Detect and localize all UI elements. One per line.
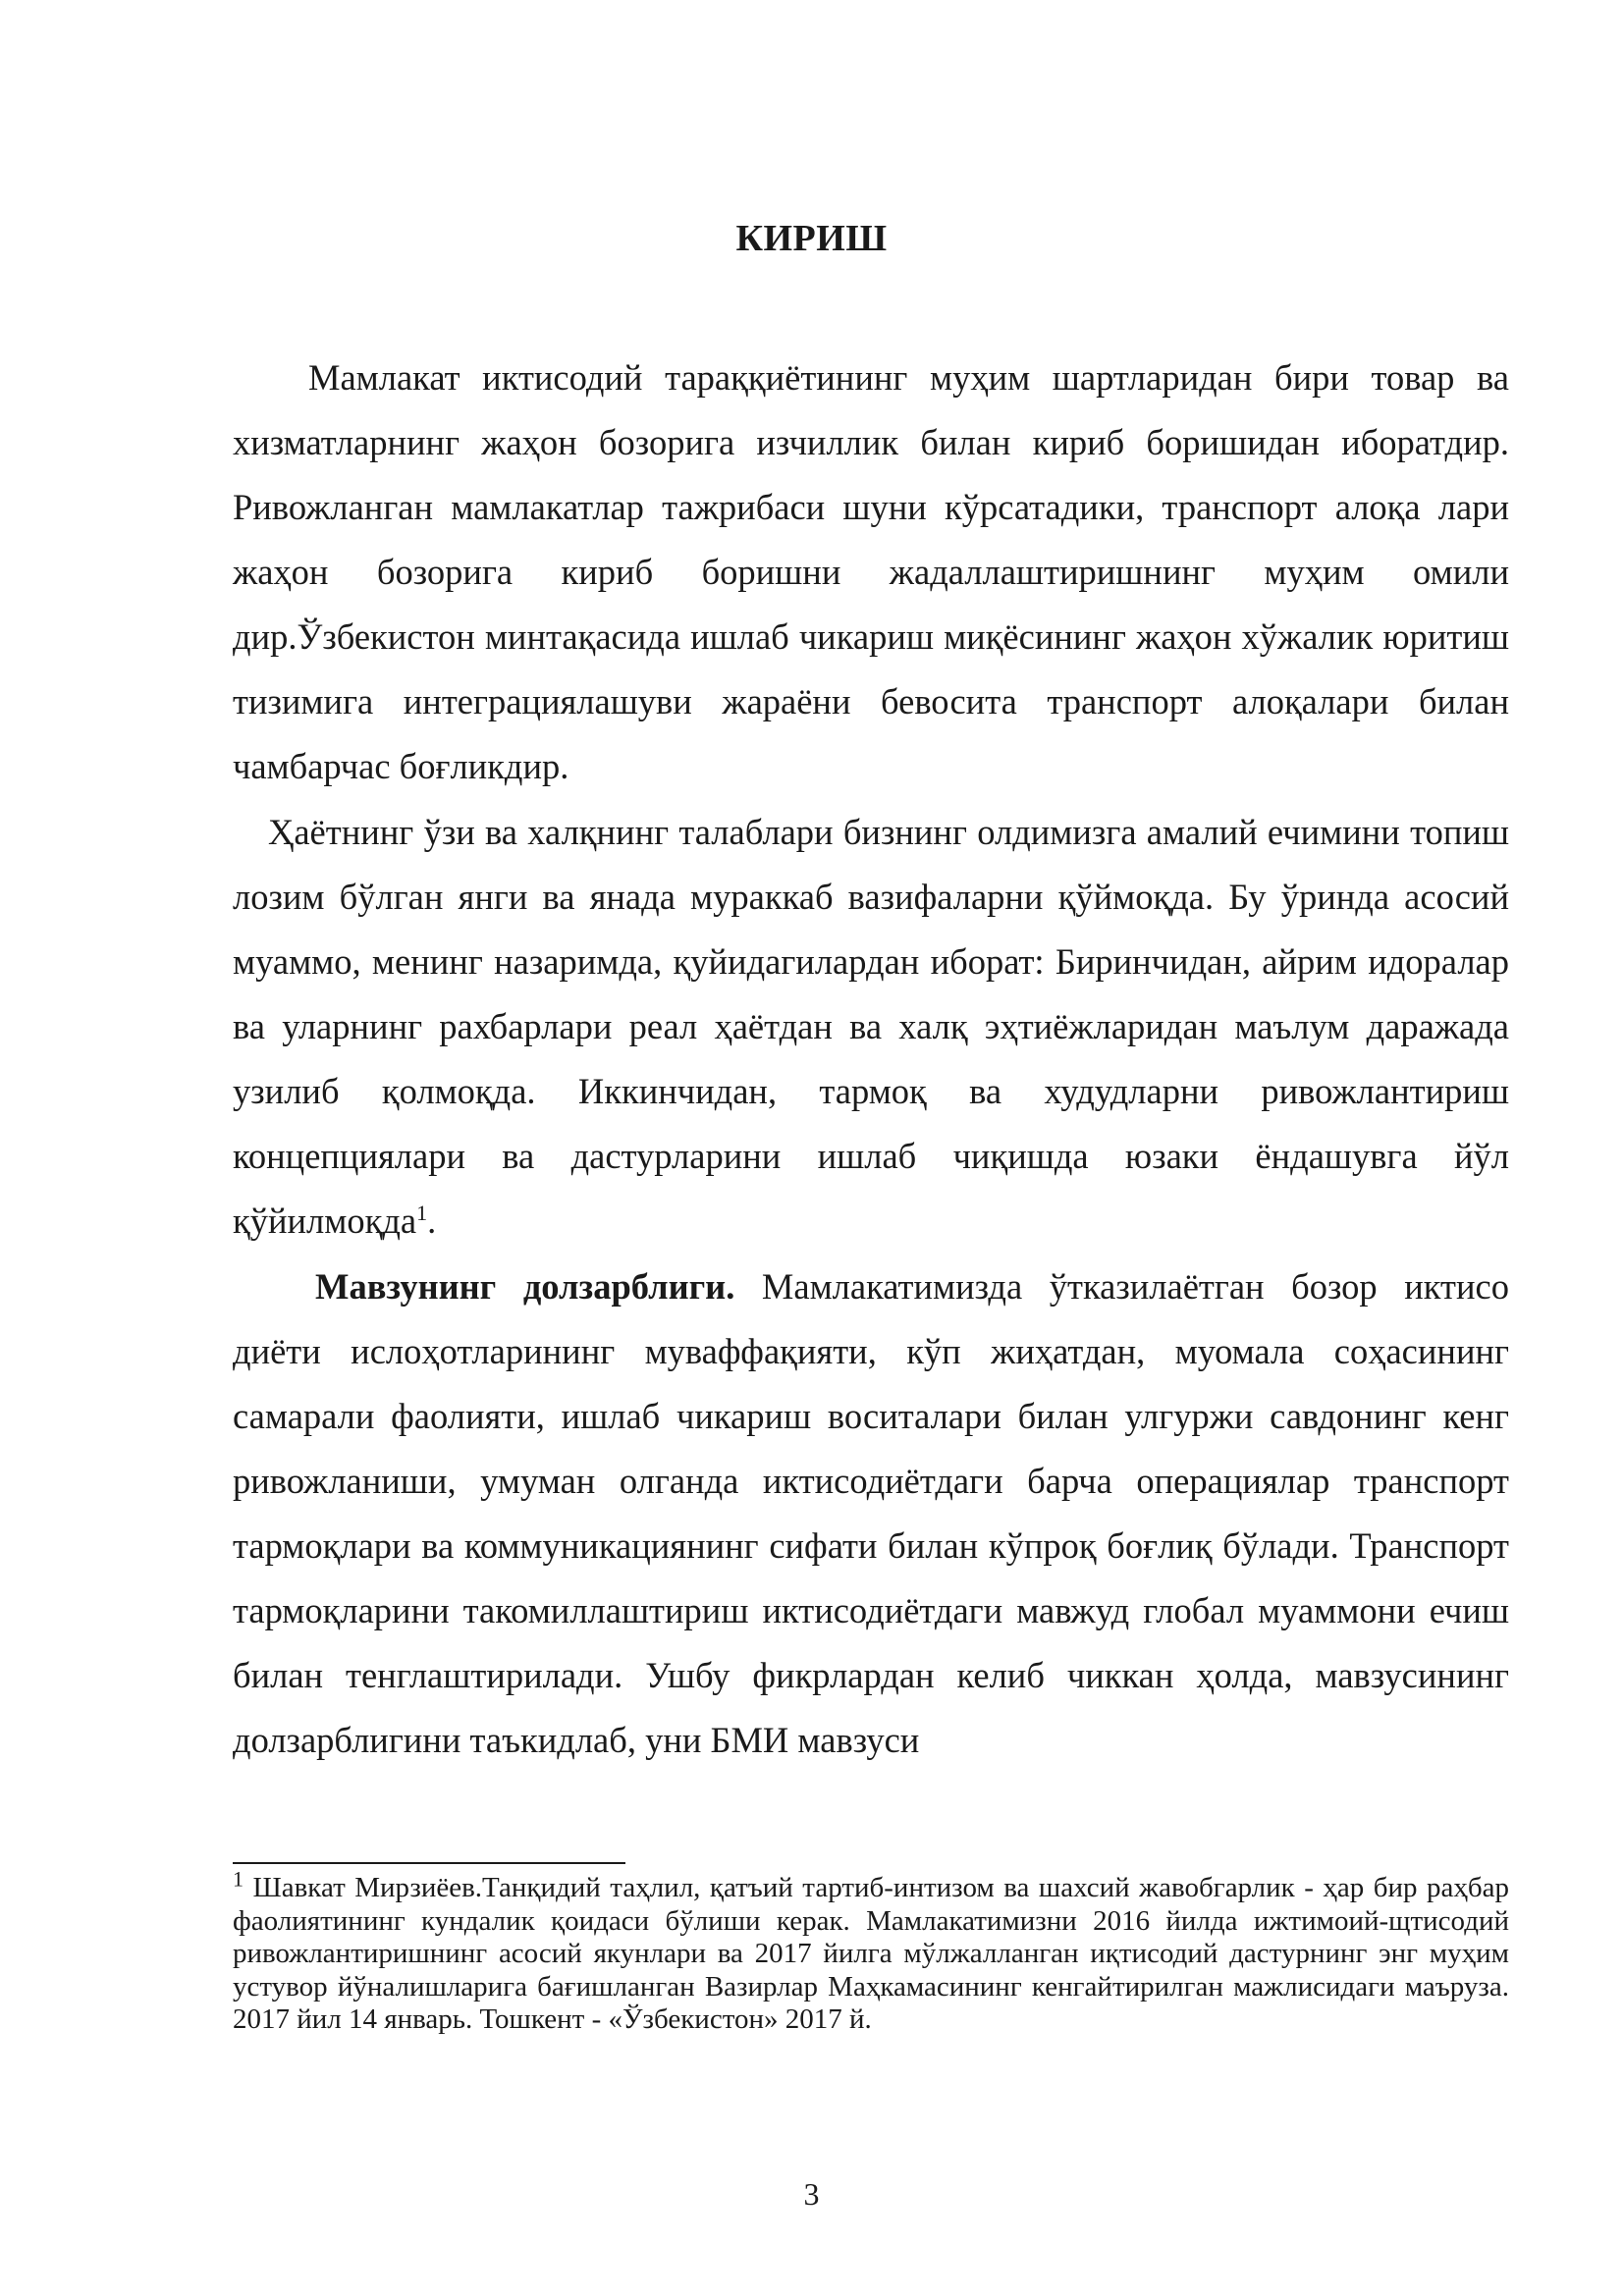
page-number: 3 xyxy=(803,2176,820,2212)
paragraph-1-text: Мамлакат иктисодий тараққиётининг муҳим шартларидан бири товар ва хизматларнинг жаҳон бозорига изчиллик билан кириб боришидан иборатдир. Ривожланган мамлакатлар тажрибаси шуни кўрсатадики, транспорт алоқа лари жаҳон бозорига кириб боришни жадаллаштиришнинг муҳим омили дир.Ўзбекистон минтақасида ишлаб чикариш миқёсининг жаҳон хўжалик юритиш тизимига интеграциялашуви жараёни бевосита транспорт алоқалари билан чамбарчас боғликдир. xyxy=(233,357,1509,786)
footnote-number: 1 xyxy=(233,1866,243,1892)
paragraph-3-text xyxy=(233,1255,1509,1773)
paragraph-3 xyxy=(233,1255,1509,1773)
footnote-separator xyxy=(233,1862,625,1864)
paragraph-2-end: . xyxy=(427,1201,437,1241)
paragraph-2-text xyxy=(233,800,1509,1254)
paragraph-3-body: Мамлакатимизда ўтказилаётган бозор иктисо диёти ислоҳотларининг муваффақияти, кўп жиҳатдан, муомала соҳасининг самарали фаолияти, ишлаб чикариш воситалари билан улгуржи савдонинг кенг ривожланиши, умуман олганда иктисодиётдаги барча операциялар транспорт тармоқлари ва коммуникациянинг сифати билан кўпроқ боғлиқ бўлади. Транспорт тармоқларини такомиллаштириш иктисодиётдаги мавжуд глобал муаммони ечиш билан тенглаштирилади. Ушбу фикрлардан келиб чиккан ҳолда, мавзусининг долзарблигини таъкидлаб, уни БМИ мавзуси xyxy=(233,1266,1509,1760)
paragraph-2-body: Ҳаётнинг ўзи ва халқнинг талаблари бизнинг олдимизга амалий ечимини топиш лозим бўлган янги ва янада мураккаб вазифаларни қўймоқда. Бу ўринда асосий муаммо, менинг назаримда, қуйидагилардан иборат: Биринчидан, айрим идоралар ва уларнинг рахбарлари реал ҳаётдан ва халқ эҳтиёжларидан маълум даражада узилиб қолмоқда. Иккинчидан, тармоқ ва худудларни ривожлантириш концепциялари ва дастурларини ишлаб чиқишда юзаки ёндашувга йўл қўйилмоқда xyxy=(233,812,1509,1241)
page-title: КИРИШ xyxy=(735,218,888,259)
paragraph-2 xyxy=(233,800,1509,1254)
footnote xyxy=(233,1866,1509,2037)
topic-relevance-heading: Мавзунинг долзарблиги. xyxy=(315,1266,735,1307)
paragraph-1 xyxy=(233,346,1509,799)
footnote-text: Шавкат Мирзиёев.Танқидий таҳлил, қатъий тартиб-интизом ва шахсий жавобгарлик - ҳар бир раҳбар фаолиятининг кундалик қоидаси бўлиши керак. Мамлакатимизни 2016 йилда ижтимоий-щтисодий ривожлантиришнинг асосий якунлари ва 2017 йилга мўлжалланган иқтисодий дастурнинг энг муҳим устувор йўналишларига бағишланган Вазирлар Маҳкамасининг кенгайтирилган мажлисидаги маъруза. 2017 йил 14 январь. Тошкент - «Ўзбекистон» 2017 й. xyxy=(233,1872,1509,2035)
footnote-reference[interactable]: 1 xyxy=(416,1200,428,1225)
